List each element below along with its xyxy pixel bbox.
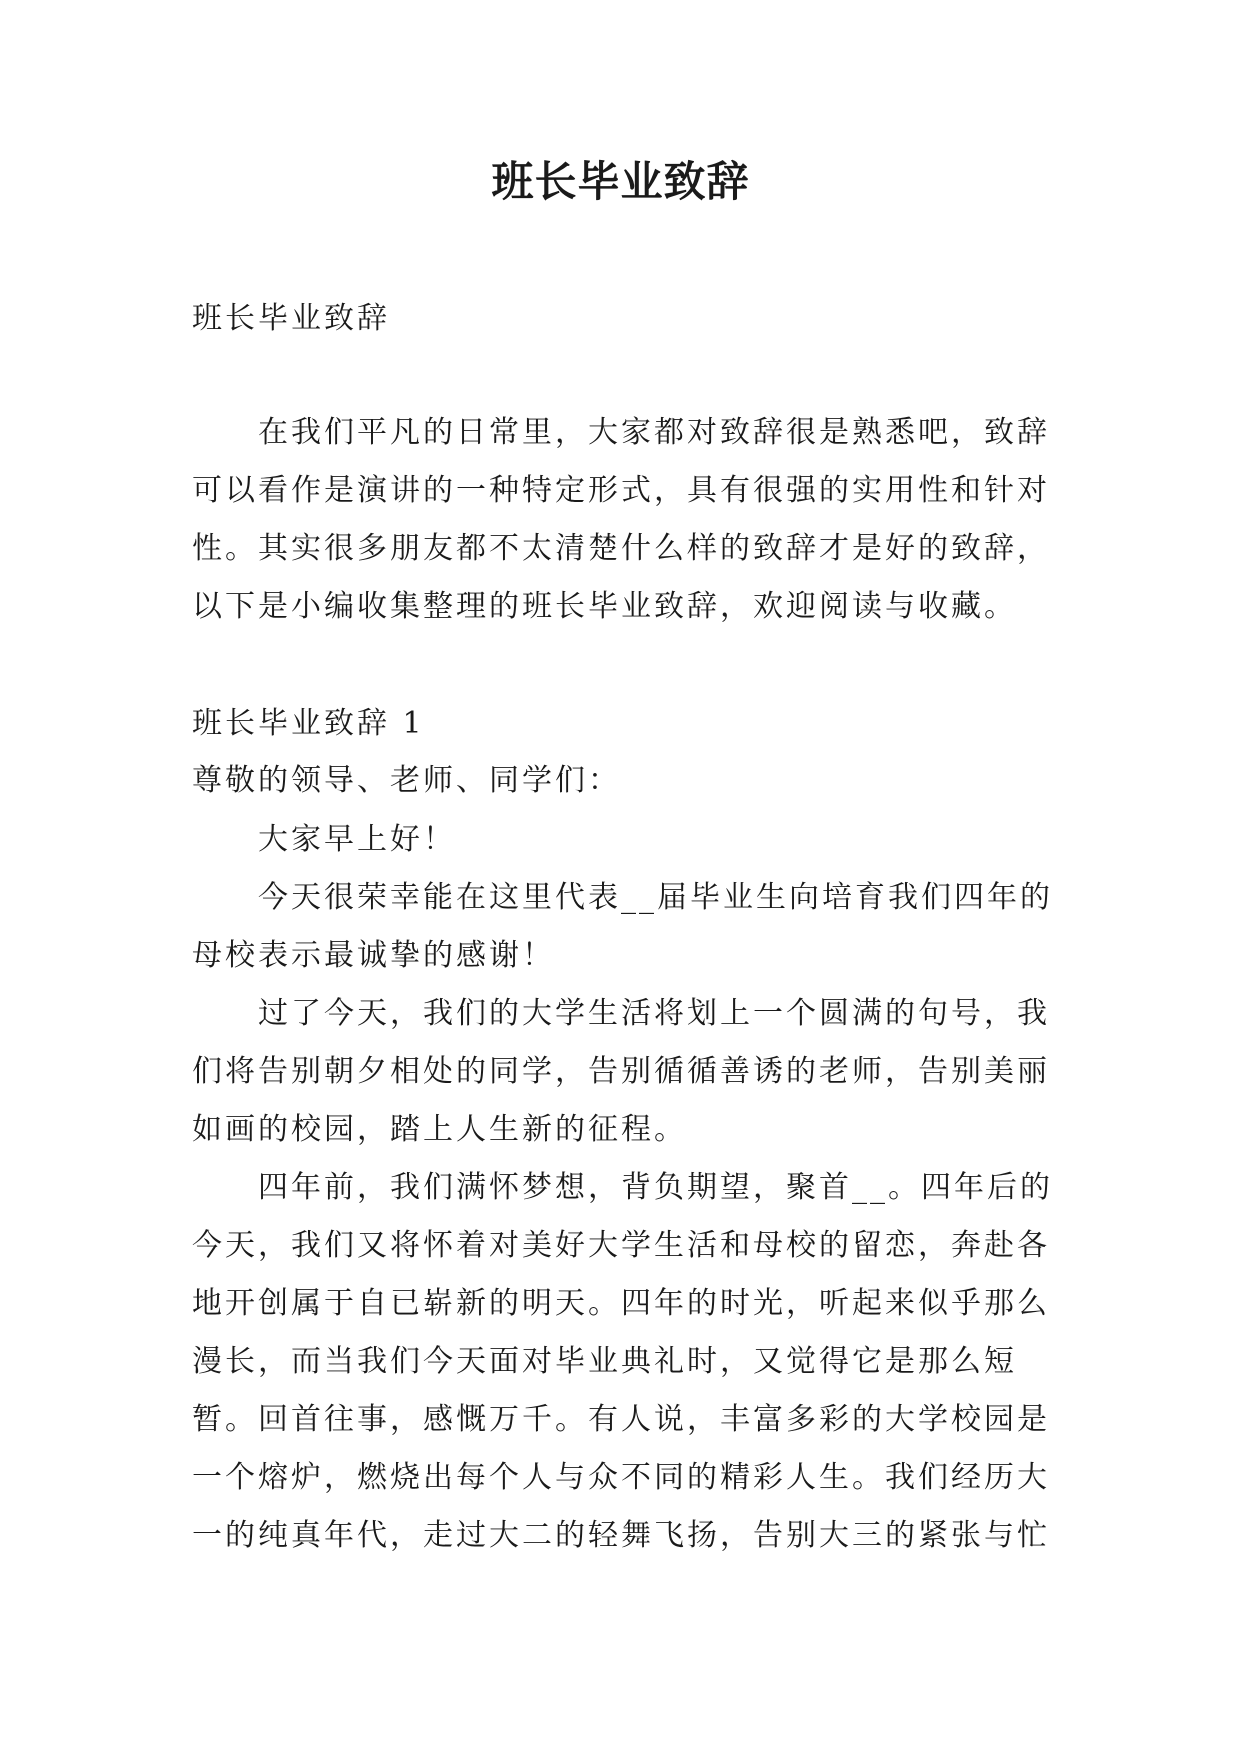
intro-paragraph: 在我们平凡的日常里，大家都对致辞很是熟悉吧，致辞可以看作是演讲的一种特定形式，具有很强的实用性和针对性。其实很多朋友都不太清楚什么样的致辞才是好的致辞，以下是小编收集整理的班长毕业致辞，欢迎阅读与收藏。	[192, 415, 1050, 624]
paragraph-four-years: 四年前，我们满怀梦想，背负期望，聚首__。四年后的今天，我们又将怀着对美好大学生活和母校的留恋，奔赴各地开创属于自已崭新的明天。四年的时光，听起来似乎那么漫长，而当我们今天面对毕业典礼时，又觉得它是那么短暂。	[192, 1170, 1053, 1437]
paragraph-reflection: 回首往事，感慨万千。有人说，丰富多彩的大学校园是一个熔炉，燃烧出每个人与众不同的精彩人生。我们经历大一的纯真年代，走过大二的轻舞飞扬，告别大三的紧张与忙	[192, 1402, 1050, 1553]
paragraph-greeting: 大家早上好！	[258, 822, 456, 857]
document-subtitle: 班长毕业致辞	[192, 301, 390, 336]
paragraph-farewell: 过了今天，我们的大学生活将划上一个圆满的句号，我们将告别朝夕相处的同学，告别循循善诱的老师，告别美丽如画的校园，踏上人生新的征程。	[192, 996, 1050, 1147]
document-title: 班长毕业致辞	[491, 157, 750, 206]
paragraph-thanks: 今天很荣幸能在这里代表__届毕业生向培育我们四年的母校表示最诚挚的感谢！	[192, 880, 1053, 973]
section-heading: 班长毕业致辞 1	[192, 706, 425, 741]
salutation: 尊敬的领导、老师、同学们：	[192, 763, 621, 798]
